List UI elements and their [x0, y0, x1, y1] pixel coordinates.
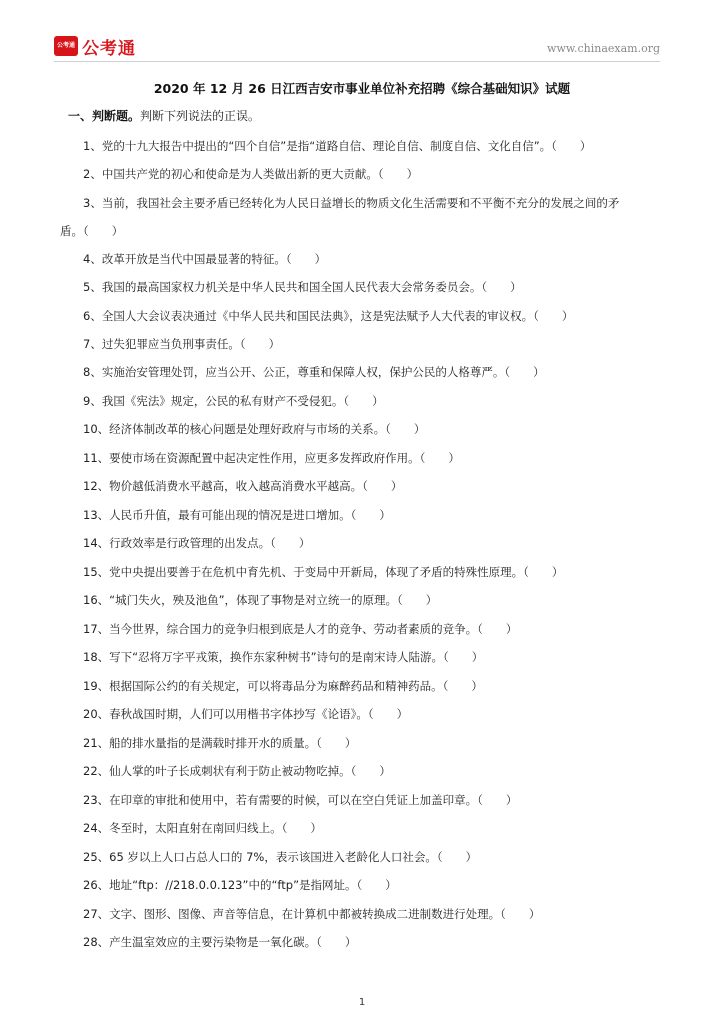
question-item: 17、当今世界，综合国力的竞争归根到底是人才的竞争、劳动者素质的竞争。（ ） — [83, 622, 518, 636]
logo-icon: 公考通 — [54, 36, 78, 56]
question-item: 19、根据国际公约的有关规定，可以将毒品分为麻醉药品和精神药品。（ ） — [83, 679, 483, 693]
question-item: 9、我国《宪法》规定，公民的私有财产不受侵犯。（ ） — [83, 394, 384, 408]
question-item: 28、产生温室效应的主要污染物是一氧化碳。（ ） — [83, 935, 357, 949]
question-item: 24、冬至时，太阳直射在南回归线上。（ ） — [83, 821, 322, 835]
section-instruction: 判断下列说法的正误。 — [140, 109, 261, 123]
question-item: 22、仙人掌的叶子长成刺状有利于防止被动物吃掉。（ ） — [83, 764, 391, 778]
question-item: 16、“城门失火，殃及池鱼”，体现了事物是对立统一的原理。（ ） — [83, 593, 438, 607]
question-item: 21、船的排水量指的是满载时排开水的质量。（ ） — [83, 736, 357, 750]
question-item: 14、行政效率是行政管理的出发点。（ ） — [83, 536, 311, 550]
question-item: 26、地址“ftp：//218.0.0.123”中的“ftp”是指网址。（ ） — [83, 878, 397, 892]
question-item: 6、全国人大会议表决通过《中华人民共和国民法典》，这是宪法赋予人大代表的审议权。（ ） — [83, 309, 574, 323]
question-item: 10、经济体制改革的核心问题是处理好政府与市场的关系。（ ） — [83, 422, 426, 436]
question-item: 12、物价越低消费水平越高，收入越高消费水平越高。（ ） — [83, 479, 403, 493]
logo-text: 公考通 — [82, 38, 136, 59]
section-label: 一、判断题。 — [68, 109, 141, 123]
question-item: 2、中国共产党的初心和使命是为人类做出新的更大贡献。（ ） — [83, 167, 419, 181]
question-item: 13、人民币升值，最有可能出现的情况是进口增加。（ ） — [83, 508, 391, 522]
question-item: 1、党的十九大报告中提出的“四个自信”是指“道路自信、理论自信、制度自信、文化自信”。（ ） — [83, 139, 592, 153]
site-url[interactable]: www.chinaexam.org — [547, 42, 660, 55]
question-item: 8、实施治安管理处罚，应当公开、公正，尊重和保障人权，保护公民的人格尊严。（ ） — [83, 365, 545, 379]
document-title: 2020 年 12 月 26 日江西吉安市事业单位补充招聘《综合基础知识》试题 — [153, 81, 571, 96]
page-number: 1 — [358, 997, 366, 1008]
question-item: 25、65 岁以上人口占总人口的 7%，表示该国进入老龄化人口社会。（ ） — [83, 850, 478, 864]
question-item: 18、写下“忍将万字平戎策，换作东家种树书”诗句的是南宋诗人陆游。（ ） — [83, 650, 484, 664]
question-item: 3、当前，我国社会主要矛盾已经转化为人民日益增长的物质文化生活需要和不平衡不充分的发展之间的矛 — [83, 196, 620, 210]
question-item: 23、在印章的审批和使用中，若有需要的时候，可以在空白凭证上加盖印章。（ ） — [83, 793, 518, 807]
question-item: 27、文字、图形、图像、声音等信息，在计算机中都被转换成二进制数进行处理。（ ） — [83, 907, 541, 921]
question-item: 15、党中央提出要善于在危机中育先机、于变局中开新局，体现了矛盾的特殊性原理。（ ） — [83, 565, 564, 579]
question-item: 7、过失犯罪应当负刑事责任。（ ） — [83, 337, 281, 351]
question-item: 4、改革开放是当代中国最显著的特征。（ ） — [83, 252, 327, 266]
question-item: 5、我国的最高国家权力机关是中华人民共和国全国人民代表大会常务委员会。（ ） — [83, 280, 522, 294]
question-item: 11、要使市场在资源配置中起决定性作用，应更多发挥政府作用。（ ） — [83, 451, 460, 465]
question-item-continuation: 盾。（ ） — [60, 224, 124, 238]
question-item: 20、春秋战国时期，人们可以用楷书字体抄写《论语》。（ ） — [83, 707, 409, 721]
